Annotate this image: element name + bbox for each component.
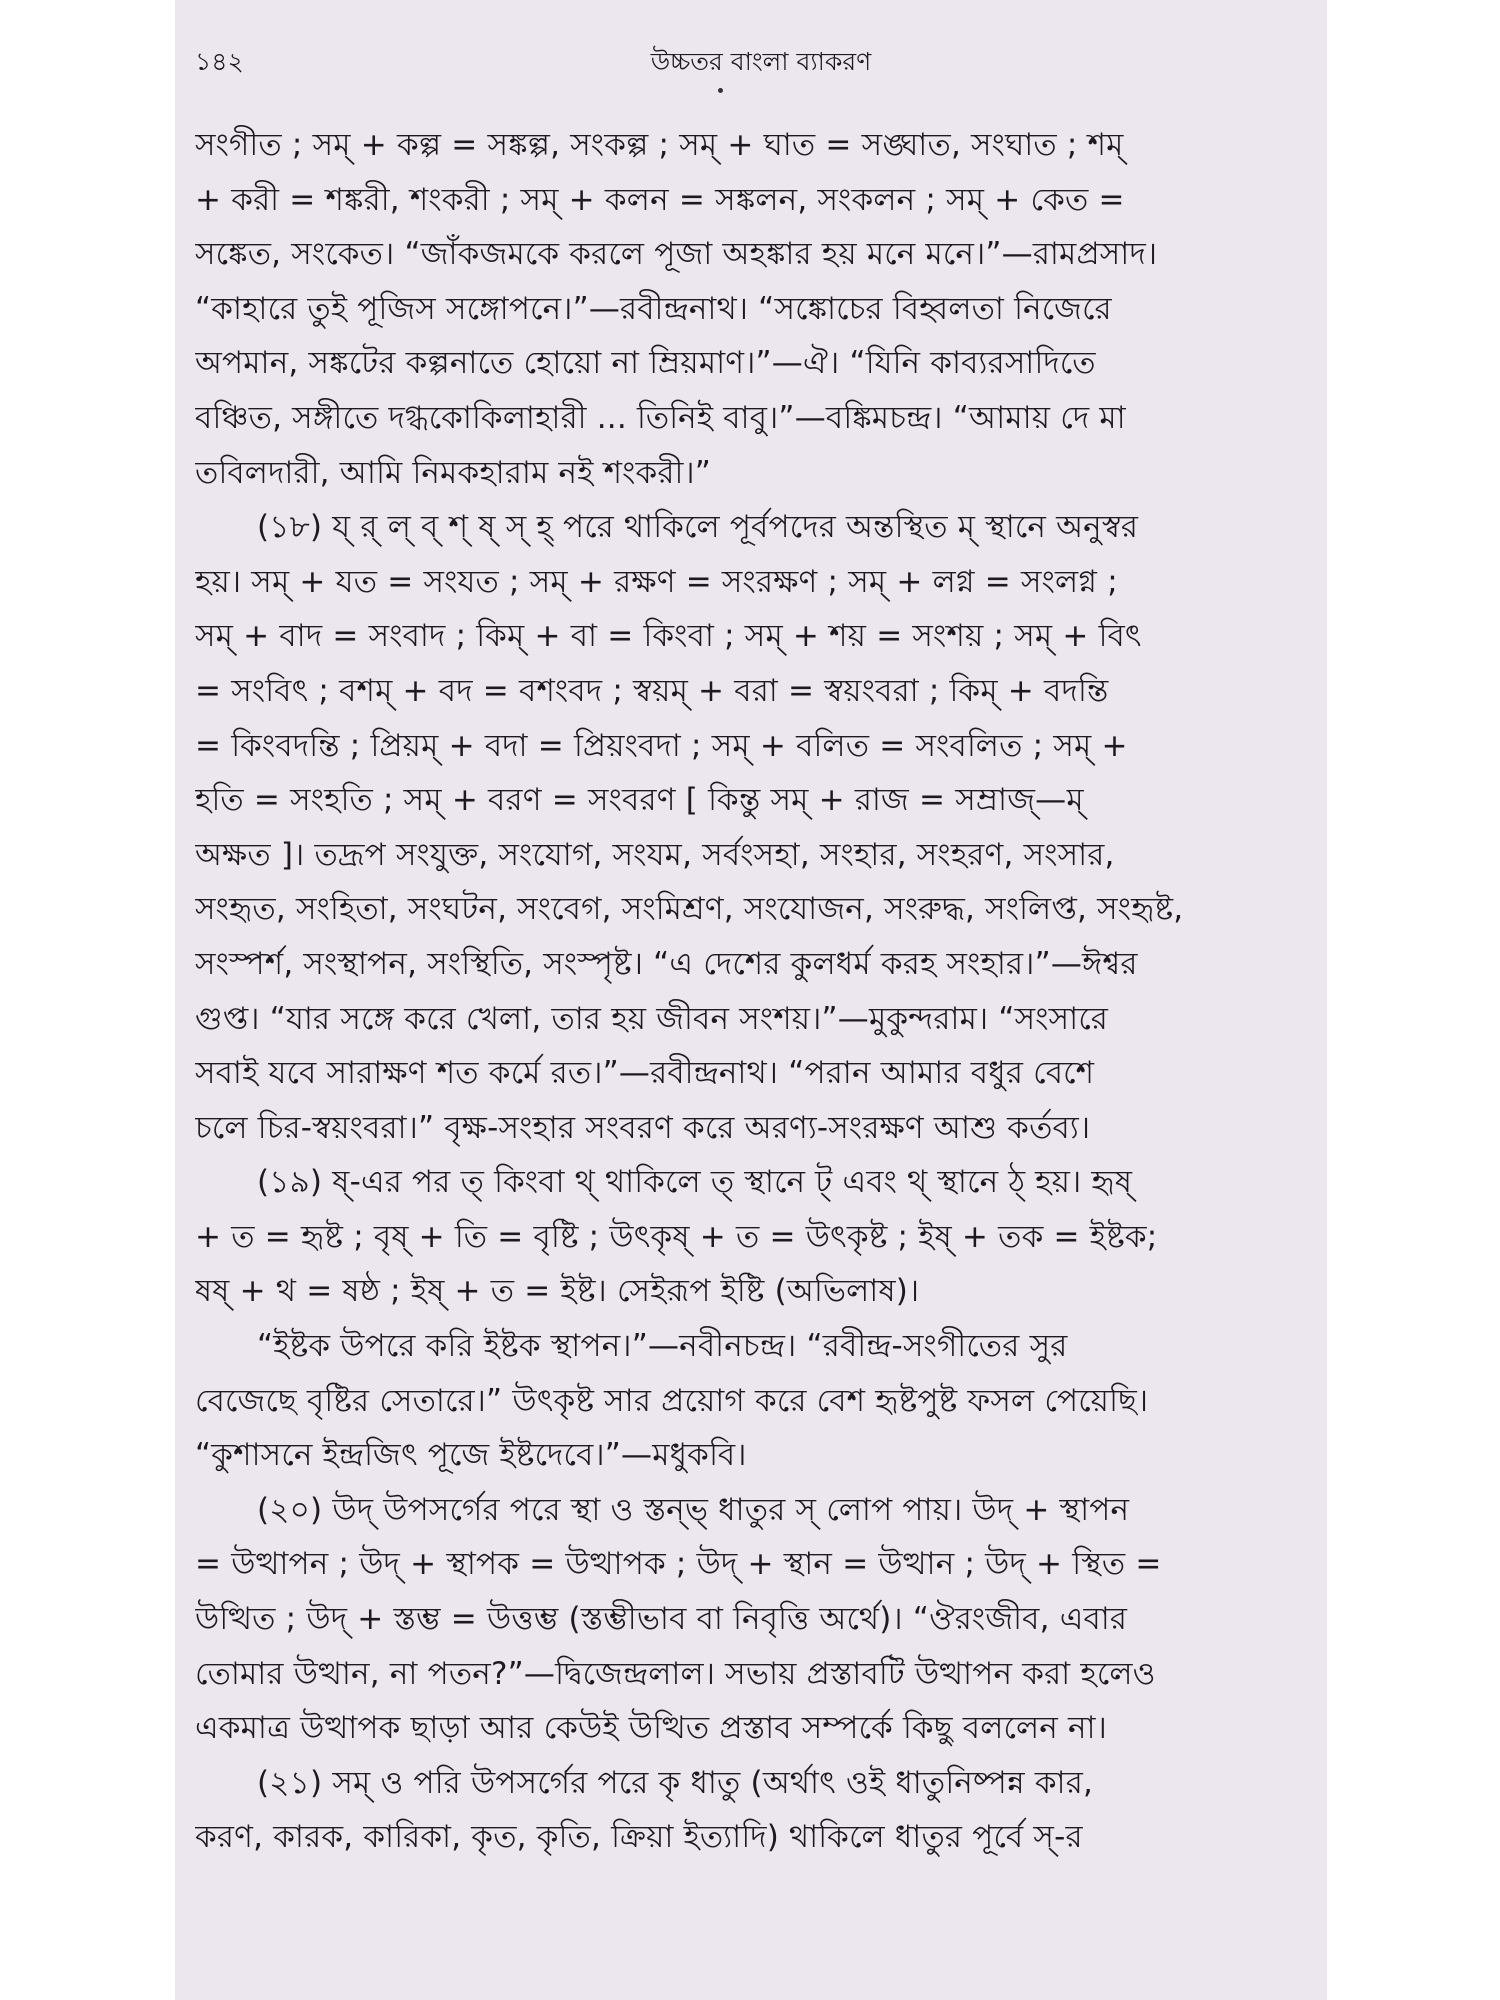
text-line: + ত = হৃষ্ট ; বৃষ্ + তি = বৃষ্টি ; উৎকৃষ্ + ত = উৎকৃষ্ট ; ইষ্ + তক = ইষ্টক; bbox=[195, 1218, 1158, 1255]
text-line: “ইষ্টক উপরে করি ইষ্টক স্থাপন।”—নবীনচন্দ্র। “রবীন্দ্র-সংগীতের সুর bbox=[257, 1328, 1068, 1365]
text-line: (১৯) ষ্-এর পর ত্ কিংবা থ্ থাকিলে ত্ স্থানে ট্ এবং থ্ স্থানে ঠ্ হয়। হৃষ্ bbox=[257, 1164, 1133, 1201]
text-line: বঞ্চিত, সঙ্গীতে দগ্ধকোকিলাহারী ... তিনিই বাবু।”—বঙ্কিমচন্দ্র। “আমায় দে মা bbox=[195, 399, 1126, 436]
page-body bbox=[195, 118, 1290, 1865]
text-line: হয়। সম্ + যত = সংযত ; সম্ + রক্ষণ = সংরক্ষণ ; সম্ + লগ্ন = সংলগ্ন ; bbox=[195, 563, 1118, 600]
text-line: তবিলদারী, আমি নিমকহারাম নই শংকরী।” bbox=[195, 454, 712, 491]
text-line: চলে চির-স্বয়ংবরা।” বৃক্ষ-সংহার সংবরণ করে অরণ্য-সংরক্ষণ আশু কর্তব্য। bbox=[195, 1109, 1091, 1146]
text-line: “কুশাসনে ইন্দ্রজিৎ পূজে ইষ্টদেবে।”—মধুকবি। bbox=[195, 1437, 747, 1474]
text-line: = কিংবদন্তি ; প্রিয়ম্ + বদা = প্রিয়ংবদা ; সম্ + বলিত = সংবলিত ; সম্ + bbox=[195, 727, 1128, 764]
text-line: উত্থিত ; উদ্ + স্তম্ভ = উত্তম্ভ (স্তম্ভীভাব বা নিবৃত্তি অর্থে)। “ঔরংজীব, এবার bbox=[195, 1601, 1128, 1638]
page-number: ১৪২ bbox=[195, 47, 244, 76]
text-line: হতি = সংহতি ; সম্ + বরণ = সংবরণ [ কিন্তু সম্ + রাজ = সম্রাজ্—ম্ bbox=[195, 782, 1084, 819]
text-line: = উত্থাপন ; উদ্ + স্থাপক = উত্থাপক ; উদ্ + স্থান = উত্থান ; উদ্ + স্থিত = bbox=[195, 1546, 1162, 1583]
running-title: উচ্চতর বাংলা ব্যাকরণ bbox=[650, 47, 872, 76]
text-line: = সংবিৎ ; বশম্ + বদ = বশংবদ ; স্বয়ম্ + বরা = স্বয়ংবরা ; কিম্ + বদন্তি bbox=[195, 672, 1109, 709]
book-page bbox=[175, 0, 1327, 2000]
text-line: অপমান, সঙ্কটের কল্পনাতে হোয়ো না ম্রিয়মাণ।”—ঐ। “যিনি কাব্যরসাদিতে bbox=[195, 345, 1096, 382]
text-line: (২১) সম্ ও পরি উপসর্গের পরে কৃ ধাতু (অর্থাৎ ওই ধাতুনিষ্পন্ন কার, bbox=[257, 1764, 1094, 1801]
text-line: সংহৃত, সংহিতা, সংঘটন, সংবেগ, সংমিশ্রণ, সংযোজন, সংরুদ্ধ, সংলিপ্ত, সংহৃষ্ট, bbox=[195, 891, 1184, 928]
text-line: তোমার উত্থান, না পতন?”—দ্বিজেন্দ্রলাল। সভায় প্রস্তাবটি উত্থাপন করা হলেও bbox=[195, 1655, 1156, 1692]
text-line: একমাত্র উত্থাপক ছাড়া আর কেউই উত্থিত প্রস্তাব সম্পর্কে কিছু বললেন না। bbox=[195, 1710, 1108, 1747]
text-line: ষষ্ + থ = ষষ্ঠ ; ইষ্ + ত = ইষ্ট। সেইরূপ ইষ্টি (অভিলাষ)। bbox=[195, 1273, 920, 1310]
text-line: অক্ষত ]। তদ্রূপ সংযুক্ত, সংযোগ, সংযম, সর্বংসহা, সংহার, সংহরণ, সংসার, bbox=[195, 836, 1115, 873]
text-line: সঙ্কেত, সংকেত। “জাঁকজমকে করলে পূজা অহঙ্কার হয় মনে মনে।”—রামপ্রসাদ। bbox=[195, 236, 1158, 273]
text-line: করণ, কারক, কারিকা, কৃত, কৃতি, ক্রিয়া ইত্যাদি) থাকিলে ধাতুর পূর্বে স্-র bbox=[195, 1819, 1083, 1856]
text-line: “কাহারে তুই পূজিস সঙ্গোপনে।”—রবীন্দ্রনাথ। “সঙ্কোচের বিহ্বলতা নিজেরে bbox=[195, 290, 1112, 327]
page-header bbox=[195, 32, 1327, 88]
text-line: গুপ্ত। “যার সঙ্গে করে খেলা, তার হয় জীবন সংশয়।”—মুকুন্দরাম। “সংসারে bbox=[195, 1000, 1109, 1037]
text-line: বেজেছে বৃষ্টির সেতারে।” উৎকৃষ্ট সার প্রয়োগ করে বেশ হৃষ্টপুষ্ট ফসল পেয়েছি। bbox=[195, 1382, 1149, 1419]
print-dot bbox=[718, 88, 723, 93]
text-line: (২০) উদ্ উপসর্গের পরে স্থা ও স্তন্ভ্ ধাতুর স্ লোপ পায়। উদ্ + স্থাপন bbox=[257, 1491, 1130, 1528]
text-line: সম্ + বাদ = সংবাদ ; কিম্ + বা = কিংবা ; সম্ + শয় = সংশয় ; সম্ + বিৎ bbox=[195, 618, 1142, 655]
text-line: + করী = শঙ্করী, শংকরী ; সম্ + কলন = সঙ্কলন, সংকলন ; সম্ + কেত = bbox=[195, 181, 1125, 218]
text-line: (১৮) য্ র্ ল্ ব্ শ্ ষ্ স্ হ্ পরে থাকিলে পূর্বপদের অন্তস্থিত ম্ স্থানে অনুস্বর bbox=[257, 509, 1139, 546]
text-line: সংস্পর্শ, সংস্থাপন, সংস্থিতি, সংস্পৃষ্ট। “এ দেশের কুলধর্ম করহ সংহার।”—ঈশ্বর bbox=[195, 945, 1138, 982]
text-line: সংগীত ; সম্ + কল্প = সঙ্কল্প, সংকল্প ; সম্ + ঘাত = সঙ্ঘাত, সংঘাত ; শম্ bbox=[195, 127, 1124, 163]
text-line: সবাই যবে সারাক্ষণ শত কর্মে রত।”—রবীন্দ্রনাথ। “পরান আমার বধুর বেশে bbox=[195, 1055, 1095, 1092]
